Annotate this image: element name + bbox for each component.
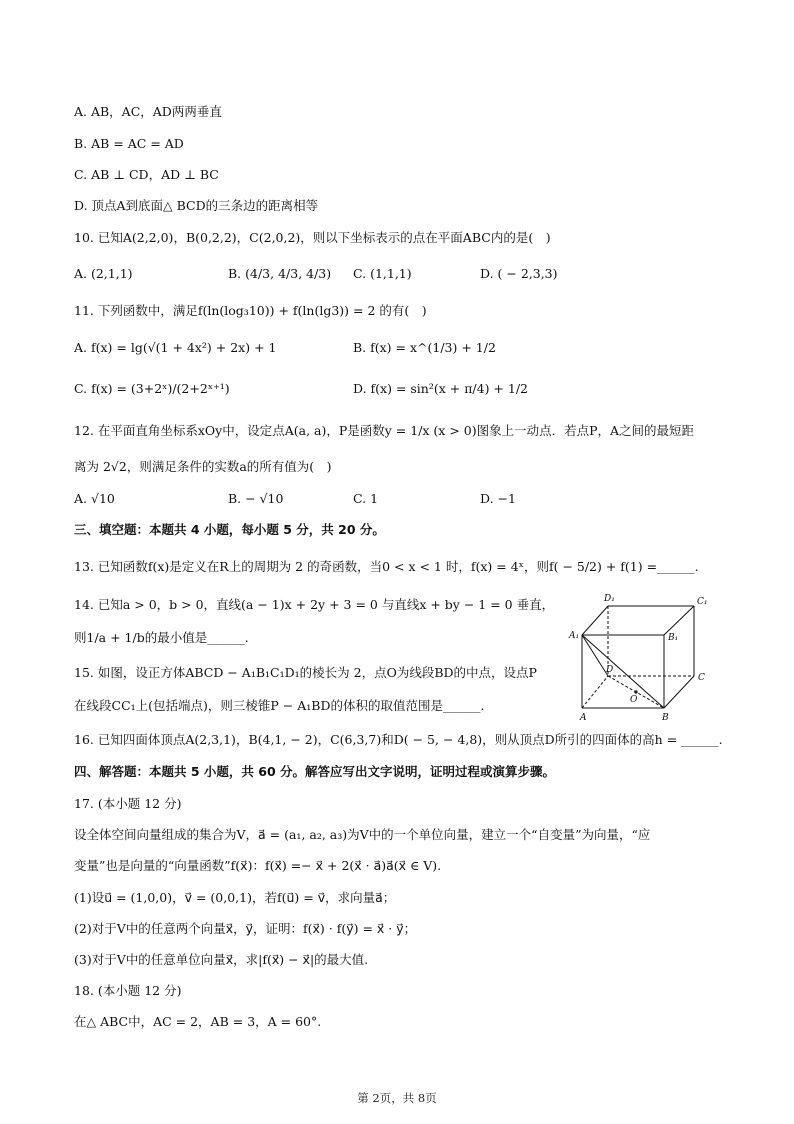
label-b1: B₁ [668,633,679,643]
label-o: O [630,695,638,705]
q18-text: 在△ ABC中，AC = 2，AB = 3，A = 60°. [74,1014,322,1029]
label-b: B [662,713,669,723]
edge-c1-b1 [664,606,694,635]
q9-option-b: B. AB = AC = AD [74,136,184,151]
q10-option-b: B. (4/3, 4/3, 4/3) [228,266,332,281]
edge-a1-d1 [582,606,608,635]
q12-stem-line1: 12. 在平面直角坐标系xOy中，设定点A(a, a)，P是函数y = 1/x (x > 0)图象上一动点．若点P，A之间的最短距 [74,423,695,438]
section-3-heading: 三、填空题：本题共 4 小题，每小题 5 分，共 20 分。 [74,522,385,537]
q17-header: 17. (本小题 12 分) [74,796,182,811]
label-c1: C₁ [697,597,708,607]
q14-line1: 14. 已知a > 0，b > 0，直线(a − 1)x + 2y + 3 = 0 与直线x + by − 1 = 0 垂直， [74,597,555,612]
label-a1: A₁ [569,631,580,641]
q11-option-d: D. f(x) = sin²(x + π/4) + 1/2 [353,381,528,396]
q13-text: 13. 已知函数f(x)是定义在R上的周期为 2 的奇函数，当0 < x < 1 时，f(x) = 4ˣ，则f( − 5/2) + f(1) =______. [74,559,699,574]
page-footer: 第 2页，共 8页 [357,1091,437,1105]
label-d: D [606,665,614,675]
q9-option-c: C. AB ⊥ CD，AD ⊥ BC [74,167,219,182]
edge-a-d [582,676,608,708]
label-a: A [580,713,587,723]
cube-figure [568,590,718,730]
q15-line2: 在线段CC₁上(包括端点)，则三棱锥P − A₁BD的体积的取值范围是______. [74,698,485,713]
q10-option-c: C. (1,1,1) [353,266,412,281]
q12-option-b: B. − √10 [228,491,284,506]
q11-option-c: C. f(x) = (3+2ˣ)/(2+2ˣ⁺¹) [74,381,230,396]
q9-option-a: A. AB，AC，AD两两垂直 [74,104,222,119]
q17-part3: (3)对于V中的任意单位向量x⃗，求|f(x⃗) − x⃗|的最大值. [74,952,369,967]
q12-stem-line2: 离为 2√2，则满足条件的实数a的所有值为( ) [74,459,332,474]
segment-a1-d [582,635,608,676]
q14-line2: 则1/a + 1/b的最小值是______. [74,630,249,645]
q11-stem: 11. 下列函数中，满足f(ln(log₃10)) + f(ln(lg3)) = 2 的有( ) [74,303,427,318]
q15-line1: 15. 如图，设正方体ABCD − A₁B₁C₁D₁的棱长为 2，点O为线段BD的中点，设点P [74,665,537,680]
q17-text1: 设全体空间向量组成的集合为V，a⃗ = (a₁, a₂, a₃)为V中的一个单位向量，建立一个“自变量”为向量，“应 [74,827,651,842]
q17-text2: 变量”也是向量的“向量函数”f(x⃗)：f(x⃗) =− x⃗ + 2(x⃗ · a⃗)a⃗(x⃗ ∈ V). [74,858,442,873]
q17-part1: (1)设u⃗ = (1,0,0)，v⃗ = (0,0,1)，若f(u⃗) = v⃗，求向量a⃗； [74,890,396,905]
q10-option-a: A. (2,1,1) [74,266,133,281]
q11-option-a: A. f(x) = lg(√(1 + 4x²) + 2x) + 1 [74,340,277,355]
section-4-heading: 四、解答题：本题共 5 小题，共 60 分。解答应写出文字说明，证明过程或演算步骤。 [74,764,556,779]
label-c: C [698,673,705,683]
q11-option-b: B. f(x) = x^(1/3) + 1/2 [353,340,496,355]
label-d1: D₁ [604,594,615,604]
q16-text: 16. 已知四面体顶点A(2,3,1)，B(4,1, − 2)，C(6,3,7)和D( − 5, − 4,8)，则从顶点D所引的四面体的高h = ______. [74,732,723,747]
q10-option-d: D. ( − 2,3,3) [480,266,558,281]
q10-stem: 10. 已知A(2,2,0)，B(0,2,2)，C(2,0,2)，则以下坐标表示的点在平面ABC内的是( ) [74,230,551,245]
point-o [634,690,637,693]
q9-option-d: D. 顶点A到底面△ BCD的三条边的距离相等 [74,198,319,213]
q12-option-d: D. −1 [480,491,516,506]
segment-a1-b [582,635,664,708]
q12-option-c: C. 1 [353,491,379,506]
q17-part2: (2)对于V中的任意两个向量x⃗，y⃗，证明：f(x⃗) · f(y⃗) = x⃗ · y⃗； [74,921,417,936]
edge-c-b [664,676,694,708]
q18-header: 18. (本小题 12 分) [74,983,182,998]
q12-option-a: A. √10 [74,491,115,506]
